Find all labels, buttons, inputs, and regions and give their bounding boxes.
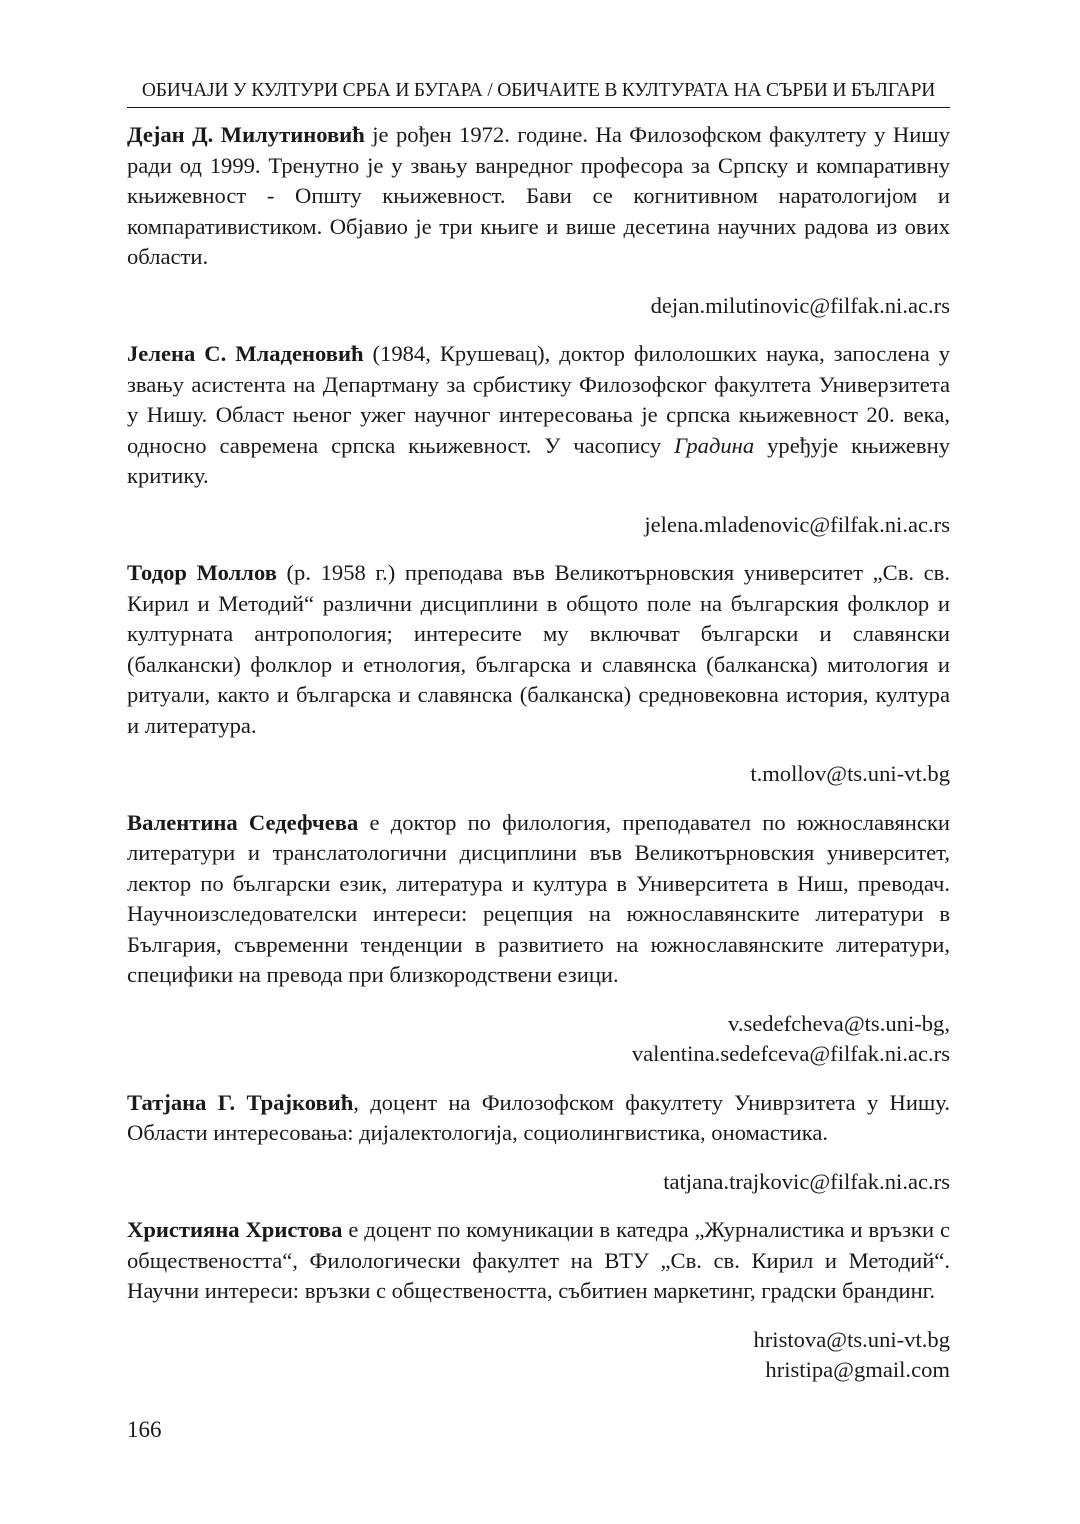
bio-text: е доктор по филология, преподавател по южнославянски литератури и транслатологични дисциплини във Великотърновския университет, лектор по български език, литература и култура в Университета в Ниш, преводач. Научноизследователски интереси: рецепция на южнославянските литератури в България, съвременни тенденции в развитието на южнославянските литератури, специфики на превода при близкородствени езици. bbox=[127, 809, 950, 987]
email-address[interactable]: tatjana.trajkovic@filfak.ni.ac.rs bbox=[663, 1168, 950, 1194]
email-block bbox=[127, 291, 950, 322]
author-name: Валентина Седефчева bbox=[127, 809, 359, 835]
author-name: Тодор Моллов bbox=[127, 560, 277, 585]
bio-text: е доцент по комуникации в катедра „Журналистика и връзки с обществеността“, Филологически факултет на ВТУ „Св. св. Кирил и Методий“. Научни интереси: връзки с обществеността, събитиен маркетинг, градски брандинг. bbox=[127, 1217, 950, 1303]
bio-paragraph bbox=[127, 120, 950, 273]
email-block bbox=[127, 1009, 950, 1070]
contributors-list bbox=[127, 120, 950, 1404]
email-address[interactable]: v.sedefcheva@ts.uni-bg, bbox=[728, 1010, 950, 1036]
email-address[interactable]: hristova@ts.uni-vt.bg bbox=[753, 1326, 950, 1352]
bio-text: је рођен 1972. године. На Филозофском факултету у Нишу ради од 1999. Тренутно је у звању ванредног професора за Српску и компаративну књижевност - Општу књижевност. Бави се когнитивном наратологијом и компаративистиком. Објавио је три књиге и више десетина научних радова из ових области. bbox=[127, 122, 950, 269]
author-name: Християна Христова bbox=[127, 1217, 343, 1242]
email-block bbox=[127, 510, 950, 541]
bio-text: , доцент на Филозофском факултету Униврзитета у Нишу. Области интересовања: дијалектологија, социолингвистика, ономастика. bbox=[127, 1089, 950, 1145]
page-number: 166 bbox=[127, 1417, 162, 1442]
email-address[interactable]: dejan.milutinovic@filfak.ni.ac.rs bbox=[650, 292, 950, 318]
bio-text: (1984, Крушевац), доктор филолошких наука, запослена у звању асистента на Департману за србистику Филозофског факултета Универзитета у Нишу. Област њеног ужег научног интересовања је српска књижевност 20. века, односно савремена српска књижевност. У часопису bbox=[127, 341, 950, 458]
bio-paragraph bbox=[127, 808, 950, 991]
email-address[interactable]: jelena.mladenovic@filfak.ni.ac.rs bbox=[644, 511, 950, 537]
email-address[interactable]: valentina.sedefceva@filfak.ni.ac.rs bbox=[631, 1041, 950, 1066]
email-block bbox=[127, 759, 950, 790]
journal-title: Градина bbox=[674, 432, 755, 458]
author-name: Дејан Д. Милутиновић bbox=[127, 122, 365, 147]
bio-paragraph bbox=[127, 339, 950, 492]
bio-paragraph bbox=[127, 558, 950, 741]
bio-paragraph bbox=[127, 1088, 950, 1149]
bio-paragraph bbox=[127, 1215, 950, 1307]
author-name: Татјана Г. Трајковић bbox=[127, 1089, 354, 1115]
email-block bbox=[127, 1167, 950, 1198]
bio-text-after: уређује књижевну критику. bbox=[127, 432, 950, 488]
email-address[interactable]: t.mollov@ts.uni-vt.bg bbox=[750, 761, 950, 786]
author-name: Јелена С. Младеновић bbox=[127, 341, 364, 366]
email-block bbox=[127, 1325, 950, 1386]
email-address[interactable]: hristipa@gmail.com bbox=[765, 1357, 950, 1382]
bio-text: (р. 1958 г.) преподава във Великотърновския университет „Св. св. Кирил и Методий“ различни дисциплини в общото поле на българския фолклор и културната антропология; интересите му включват български и славянски (балкански) фолклор и етнология, българска и славянска (балканска) митология и ритуали, както и българска и славянска (балканска) средновековна история, култура и литература. bbox=[127, 560, 950, 738]
running-header: ОБИЧАЈИ У КУЛТУРИ СРБА И БУГАРА / ОБИЧАИТЕ В КУЛТУРАТА НА СЪРБИ И БЪЛГАРИ bbox=[127, 80, 950, 108]
